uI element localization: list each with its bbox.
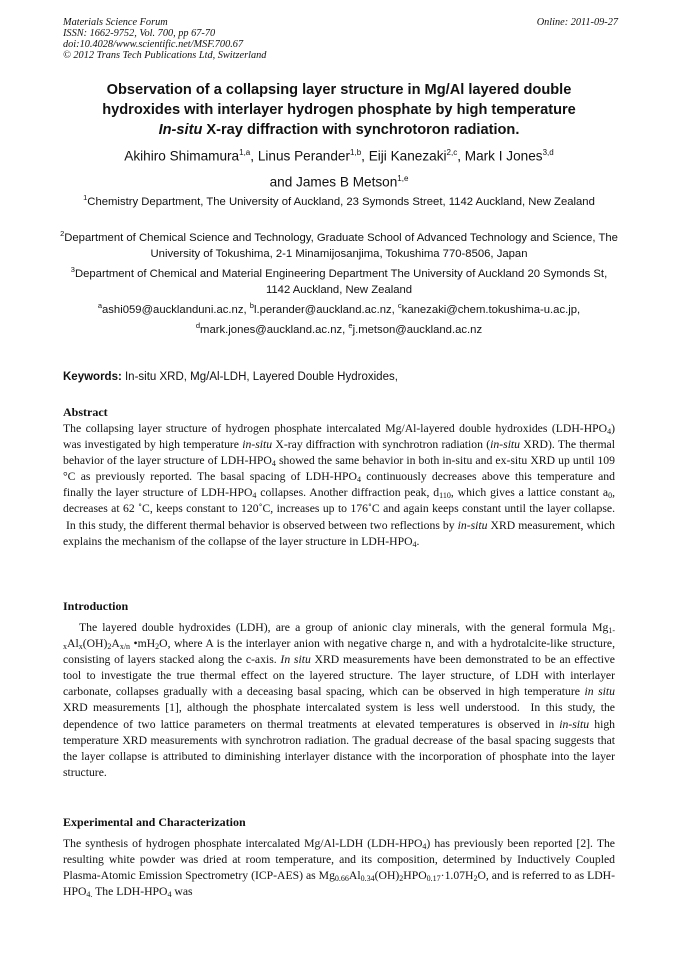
affiliation-3 [60, 262, 618, 298]
title-line-3-rest: X-ray diffraction with synchrotoron radiation. [202, 122, 520, 138]
journal-header [63, 17, 618, 61]
title-line-1: Observation of a collapsing layer structure in Mg/Al layered double [106, 82, 572, 98]
email-5[interactable]: j.metson@auckland.ac.nz [352, 323, 483, 336]
email-1-sup: a [97, 301, 102, 310]
online-date: Online: 2011-09-27 [536, 17, 618, 28]
journal-name: Materials Science Forum [63, 17, 168, 28]
affiliation-3-text: Department of Chemical and Material Engineering Department The University of Auckland 20 Symonds St, 1142 Auckland, New Zealand [74, 267, 608, 296]
abstract-body: The collapsing layer structure of hydrogen phosphate intercalated Mg/Al-layered double hydroxides $(LDH-HPO_4)$ was investigated by high temperature in-situ X-ray diffraction with synchrotron radiation (in-situ XRD). The thermal behavior of the layer structure of LDH-$HPO_4$ showed the same behavior in both in-situ and ex-situ XRD up until 109 °C as previously reported. The basal spacing of LDH-$HPO_4$ continuously decreases above this temperature and finally the layer structure of LDH-$HPO_4$ collapses. Another diffraction peak, $d_{110}$, which gives a lattice constant $a_0$, decreases at 62 ˚C, keeps constant to 120˚C, increases up to 176˚C and again keeps constant until the layer collapse. In this study, the different thermal behavior is observed between two reflections by in-situ XRD measurement, which explains the mechanism of the collapse of the layer structure in LDH-$HPO_4$. [63, 422, 616, 549]
title-line-3 [68, 120, 610, 140]
author-1: Akihiro Shimamura [124, 148, 240, 164]
title-insitu: In-situ [158, 122, 203, 138]
journal-doi: doi:10.4028/www.scientific.net/MSF.700.67 [63, 39, 244, 50]
introduction-body: The layered double hydroxides (LDH), are a group of anionic clay minerals, with the general formula $Mg_{1-x}Al_x(OH)_2A_{x/n}$ $•mH_2O$, where A is the interlayer anion with negative charge n, and with a hydrotalcite-like structure, consisting of layers stacked along the c-axis. In situ XRD measurements have been demonstrated to be an effective tool to investigate the true thermal effect on the layered structure. The layer structure, of LDH with interlayer carbonate, collapses gradually with a deceasing basal spacing, which can be observed in high temperature in situ XRD measurements [1], although the phosphate intercalated system is less well understood. In this study, the dependence of two lattice parameters on thermal treatments at elevated temperatures is observed in in-situ high temperature XRD measurements with synchrotron radiation. The gradual decrease of the basal spacing suggests that the layer collapse is attributed to diminishing interlayer distance with the incorporation of phosphate into the layer structure. [63, 621, 616, 779]
affiliation-1-num: 1 [83, 193, 88, 202]
affiliation-1-text: Chemistry Department, The University of Auckland, 23 Symonds Street, 1142 Auckland, New Zealand [87, 195, 595, 208]
keywords-label: Keywords: [63, 371, 122, 383]
abstract-heading: Abstract [63, 405, 108, 419]
email-2-sup: b [249, 301, 254, 310]
author-5: and James B Metson [269, 174, 398, 190]
introduction-heading: Introduction [63, 599, 129, 613]
author-list: Akihiro Shimamura$^{1,a}$, Linus Perander$^{1,b}$, Eiji Kanezaki$^{2,c}$, Mark I Jones$^{3,d}$ and James B Metson$^{1,e}$ [124, 148, 554, 190]
experimental-body: The synthesis of hydrogen phosphate intercalated Mg/Al-LDH $(LDH-HPO_4)$ has previously been reported [2]. The resulting white powder was dried at room temperature, and its composition, determined by Inductively Coupled Plasma-Atomic Emission Spectrometry (ICP-AES) as $Mg_{0.66}Al_{0.34}(OH)_2HPO_{0.17}\cdot 1.07H_2O$, and is referred to as LDH-$HPO_{4.}$ The LDH-$HPO_4$ was [63, 837, 615, 900]
journal-issn: ISSN: 1662-9752, Vol. 700, pp 67-70 [63, 28, 216, 39]
paper-title [68, 80, 610, 140]
email-list [60, 298, 618, 338]
journal-copyright: © 2012 Trans Tech Publications Ltd, Switzerland [63, 50, 267, 61]
email-4[interactable]: mark.jones@auckland.ac.nz, [200, 323, 349, 336]
experimental-heading: Experimental and Characterization [63, 815, 246, 829]
email-1[interactable]: ashi059@aucklanduni.ac.nz, [102, 303, 250, 316]
email-3-sup: c [397, 301, 402, 310]
author-3: Eiji Kanezaki [368, 148, 447, 164]
email-5-sup: e [348, 320, 353, 330]
keywords-text: In-situ XRD, Mg/Al-LDH, Layered Double Hydroxides, [121, 371, 398, 383]
author-4-sup: 3,d [542, 148, 554, 157]
email-4-sup: d [195, 320, 201, 330]
author-2: Linus Perander [257, 148, 351, 164]
affiliation-2-num: 2 [60, 229, 65, 238]
affiliation-2-text: Department of Chemical Science and Technology, Graduate School of Advanced Technology and Science, The University of Tokushima, 2-1 Minamijosanjima, Tokushima 770-8506, Japan [64, 231, 618, 260]
author-3-sup: 2,c [446, 148, 458, 157]
author-5-sup: 1,e [397, 173, 409, 183]
author-4: Mark I Jones [464, 148, 543, 164]
affiliation-3-num: 3 [70, 265, 75, 274]
affiliation-2 [60, 226, 618, 262]
title-line-2: hydroxides with interlayer hydrogen phosphate by high temperature [102, 102, 576, 118]
email-2[interactable]: l.perander@auckland.ac.nz, [253, 303, 398, 316]
email-3[interactable]: kanezaki@chem.tokushima-u.ac.jp, [401, 303, 581, 316]
affiliation-1 [60, 190, 618, 210]
author-2-sup: 1,b [350, 148, 362, 157]
keywords [63, 371, 398, 383]
author-1-sup: 1,a [239, 148, 251, 157]
